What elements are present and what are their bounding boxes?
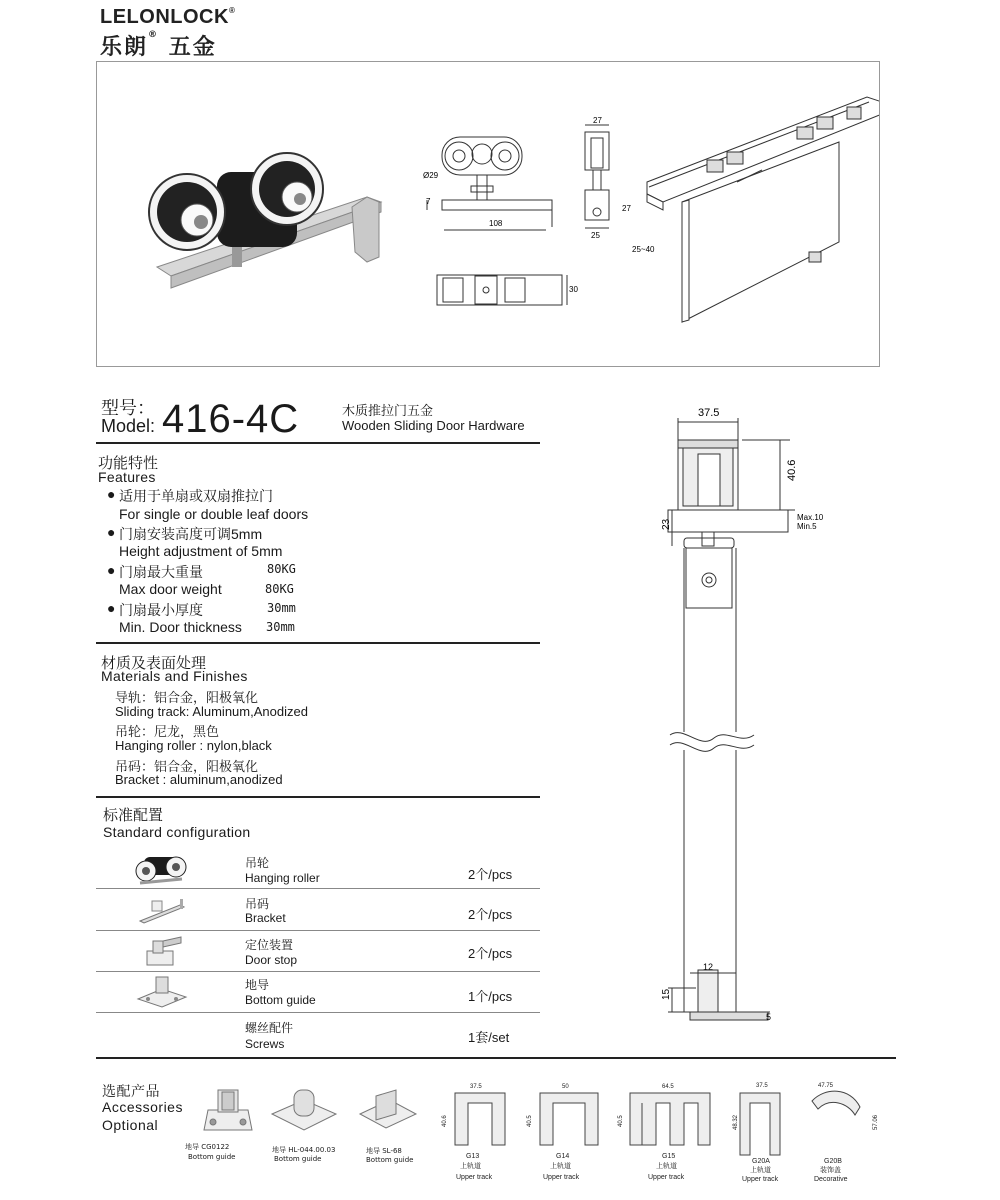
dim-15: 15: [661, 988, 672, 1000]
dim-h27: 27: [622, 204, 631, 213]
accessory-label-en: Bottom guide: [366, 1156, 414, 1164]
config-item-en: Bracket: [245, 911, 286, 925]
track-width: 37.5: [470, 1084, 482, 1090]
config-item-qty: 2个/pcs: [468, 946, 513, 961]
front-view-drawing: [427, 137, 552, 230]
feature-item: ● 门扇最大重量 80KG: [107, 562, 296, 580]
config-title-en: Standard configuration: [103, 824, 251, 840]
features-title-en: Features: [98, 469, 156, 485]
accessories-title-en: Accessories: [102, 1099, 183, 1115]
feature-item: ● 门扇安装高度可调5mm: [107, 524, 263, 542]
track-en: Upper track: [648, 1174, 685, 1181]
material-line: Bracket : aluminum,anodized: [115, 772, 283, 787]
dim-23: 23: [661, 518, 672, 530]
track-door-drawing: [647, 97, 879, 322]
track-height: 40.6: [442, 1115, 448, 1127]
brand-logo-cn: 乐朗® 五金: [100, 30, 217, 60]
features-list: [107, 486, 539, 636]
config-row: [96, 930, 540, 972]
config-row: [96, 1013, 540, 1055]
materials-title-cn: 材质及表面处理: [101, 654, 207, 672]
track-en: Decorative: [814, 1176, 848, 1183]
material-line: 吊轮：尼龙，黑色: [115, 724, 220, 739]
feature-item-en: Max door weight 80KG: [119, 581, 294, 597]
config-item-cn: 螺丝配件: [245, 1021, 294, 1035]
track-cn: 装饰盖: [820, 1167, 841, 1174]
material-line: Hanging roller : nylon,black: [115, 738, 272, 753]
track-width: 47.75: [818, 1083, 834, 1089]
accessory-label-en: Bottom guide: [274, 1155, 322, 1163]
track-en: Upper track: [543, 1174, 580, 1181]
config-item-qty: 1套/set: [468, 1030, 510, 1045]
track-height: 57.06: [873, 1114, 879, 1130]
dim-w27: 27: [593, 116, 602, 125]
track-en: Upper track: [742, 1176, 779, 1183]
accessories-title-en2: Optional: [102, 1117, 159, 1133]
config-item-cn: 吊码: [245, 897, 270, 911]
dim-max: Max.10: [797, 513, 824, 522]
feature-item-en: Height adjustment of 5mm: [119, 543, 283, 559]
feature-item: ● 门扇最小厚度 30mm: [107, 600, 296, 618]
dim-seven: 7: [426, 197, 431, 206]
track-code: G14: [556, 1153, 570, 1160]
bottom-view-drawing: [437, 275, 567, 305]
accessory-label-cn: 地导 CG0122: [185, 1143, 230, 1151]
dim-diameter: Ø29: [423, 171, 439, 180]
track-width: 64.5: [662, 1084, 674, 1090]
material-line: Sliding track: Aluminum,Anodized: [115, 704, 308, 719]
dim-108: 108: [489, 219, 503, 228]
track-cn: 上轨道: [550, 1163, 571, 1170]
track-cn: 上轨道: [750, 1167, 771, 1174]
model-label-en: Model:: [101, 416, 156, 436]
config-item-en: Hanging roller: [245, 871, 320, 885]
dim-12: 12: [703, 962, 714, 972]
config-row: [96, 889, 540, 931]
track-profiles: [430, 1075, 890, 1185]
feature-item-en: For single or double leaf doors: [119, 506, 309, 522]
roller-thumb: [134, 851, 190, 887]
track-code: G13: [466, 1153, 480, 1160]
track-height: 48.32: [733, 1114, 739, 1130]
config-item-cn: 吊轮: [245, 856, 270, 870]
config-row: [96, 971, 540, 1013]
accessories-title-cn: 选配产品: [102, 1084, 160, 1100]
dim-5: 5: [766, 1012, 772, 1022]
track-code: G15: [662, 1153, 676, 1160]
feature-item-en: Min. Door thickness 30mm: [119, 619, 295, 635]
config-row: [96, 847, 540, 889]
track-height: 40.5: [527, 1115, 533, 1127]
track-code: G20B: [824, 1158, 842, 1165]
model-number: 416-4C: [162, 397, 300, 441]
track-height: 40.5: [618, 1115, 624, 1127]
roller-assembly-photo: [149, 153, 381, 288]
dim-w25: 25: [591, 231, 600, 240]
accessory-label-cn: 地导 SL-68: [366, 1147, 402, 1155]
config-item-en: Screws: [245, 1037, 285, 1051]
track-en: Upper track: [456, 1174, 493, 1181]
divider: [96, 1057, 896, 1059]
divider: [96, 796, 540, 798]
material-line: 导轨：铝合金，阳极氧化: [115, 690, 259, 705]
product-title-cn: 木质推拉门五金: [342, 404, 434, 419]
config-item-qty: 2个/pcs: [468, 867, 513, 882]
config-title-cn: 标准配置: [103, 806, 164, 824]
config-item-cn: 定位装置: [245, 938, 294, 952]
config-item-en: Door stop: [245, 953, 298, 967]
config-item-cn: 地导: [245, 978, 270, 992]
side-view-drawing: [585, 125, 609, 228]
product-drawings: [97, 62, 879, 366]
model-label-cn: 型号：: [101, 398, 155, 419]
config-item-qty: 2个/pcs: [468, 907, 513, 922]
dim-406: 40.6: [786, 459, 798, 481]
track-code: G20A: [752, 1158, 770, 1165]
bottom-guide-thumb: [134, 973, 190, 1011]
config-item-qty: 1个/pcs: [468, 989, 513, 1004]
track-width: 50: [562, 1084, 569, 1090]
material-line: 吊码：铝合金，阳极氧化: [115, 759, 259, 774]
materials-title-en: Materials and Finishes: [101, 668, 248, 684]
cross-section-drawing: [650, 400, 850, 1040]
divider: [96, 642, 540, 644]
product-title-en: Wooden Sliding Door Hardware: [342, 418, 525, 433]
dim-h30: 30: [569, 285, 578, 294]
bracket-thumb: [134, 893, 190, 929]
divider: [96, 442, 540, 444]
door-stop-thumb: [141, 933, 187, 971]
dim-range: 25~40: [632, 245, 655, 254]
feature-item: ● 适用于单扇或双扇推拉门: [107, 486, 273, 504]
track-width: 37.5: [756, 1083, 768, 1089]
features-title-cn: 功能特性: [98, 454, 159, 472]
dim-min: Min.5: [797, 522, 817, 531]
config-item-en: Bottom guide: [245, 993, 316, 1007]
accessory-label-en: Bottom guide: [188, 1153, 236, 1161]
brand-logo: LELONLOCK®: [100, 6, 236, 28]
dim-375: 37.5: [698, 407, 720, 419]
product-illustration-box: [96, 61, 880, 367]
accessory-label-cn: 地导 HL-044.00.03: [272, 1146, 336, 1154]
track-cn: 上轨道: [656, 1163, 677, 1170]
track-cn: 上轨道: [460, 1163, 481, 1170]
